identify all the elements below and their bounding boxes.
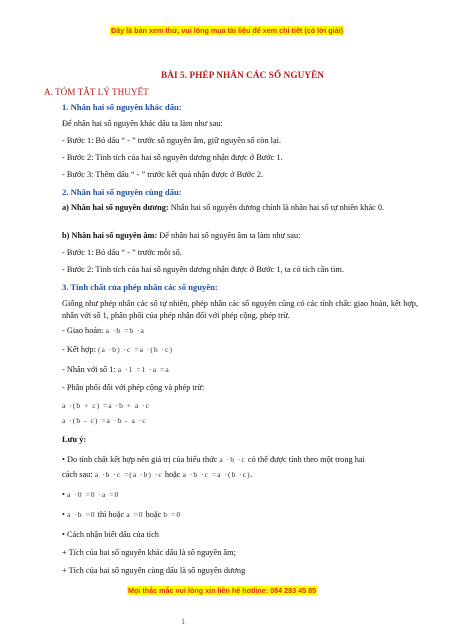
- section-a-heading: A. TÓM TẮT LÝ THUYẾT: [44, 87, 149, 97]
- note-zero-factor: [62, 510, 181, 519]
- paragraph-positive-integers: [62, 202, 418, 214]
- note-sign-rule-different: + Tích của hai số nguyên khác dấu là số nguyên âm;: [62, 548, 236, 557]
- zero-product-formula: a ·0 =0 ·a =0: [66, 490, 120, 499]
- zero-factor-b-formula: b =0: [163, 510, 182, 519]
- zero-factor-then-text: thì hoặc: [97, 510, 125, 519]
- hotline-banner: Mọi thắc mắc vui lòng xin liên hệ hotline: 084 283 45 85: [128, 586, 317, 595]
- negative-integers-text: Để nhân hai số nguyên âm ta làm như sau:: [157, 231, 301, 240]
- note-title: Lưu ý:: [62, 435, 87, 444]
- note-associativity-text-c: cách sau:: [62, 470, 93, 479]
- note-associativity-line-1: [62, 455, 365, 464]
- note-period: .: [250, 470, 253, 479]
- property-associative: [62, 345, 173, 354]
- negative-integers-label: b) Nhân hai số nguyên âm:: [62, 231, 158, 240]
- distributive-formula-subtraction: a ·(b - c) =a ·b - a ·c: [62, 416, 147, 425]
- page-number: 1: [181, 616, 186, 626]
- step-1-different-signs: - Bước 1: Bỏ dấu “ - ” trước số nguyên âm, giữ nguyên số còn lại.: [62, 136, 282, 145]
- property-distributive-label: - Phân phối đối với phép cộng và phép trừ:: [62, 383, 205, 392]
- paragraph-negative-integers: [62, 231, 300, 240]
- step-2-different-signs: - Bước 2: Tính tích của hai số nguyên dương nhận được ở Bước 1.: [62, 153, 283, 162]
- zero-factor-a-formula: a =0: [126, 510, 144, 519]
- associative-label: - Kết hợp:: [62, 345, 96, 354]
- heading-multiply-different-signs: 1. Nhân hai số nguyên khác dấu:: [62, 102, 182, 112]
- step-3-different-signs: - Bước 3: Thêm dấu “ - ” trước kết quả nhận được ở Bước 2.: [62, 170, 264, 179]
- note-formula-right-group: a ·b ·c =a ·(b ·c): [182, 470, 251, 479]
- lesson-title: BÀI 5. PHÉP NHÂN CÁC SỐ NGUYÊN: [161, 70, 325, 80]
- note-formula-left-group: a ·b ·c =(a ·b) ·c: [94, 470, 163, 479]
- note-sign-rule-heading: • Cách nhận biết dấu của tích: [62, 530, 159, 539]
- property-commutative: [62, 326, 145, 335]
- note-associativity-line-2: [62, 470, 253, 479]
- paragraph-properties: Giống như phép nhân các số tự nhiên, phép nhân các số nguyên cũng có các tính chất: giao hoán, kết hợp, nhân với số 1, phân phối của phép nhân đối với phép cộng, phép trừ.: [62, 299, 418, 321]
- paragraph-intro-1: Để nhân hai số nguyên khác dấu ta làm như sau:: [62, 119, 223, 128]
- bullet-icon: •: [62, 490, 65, 499]
- heading-multiplication-properties: 3. Tính chất của phép nhân các số nguyên:: [62, 282, 218, 292]
- note-associativity-text-a: • Do tính chất kết hợp nên giá trị của biểu thức: [62, 455, 218, 464]
- bullet-icon: •: [62, 510, 65, 519]
- identity-label: - Nhân với số 1:: [62, 365, 116, 374]
- positive-integers-label: a) Nhân hai số nguyên dương:: [62, 203, 169, 212]
- positive-integers-text: Nhân hai số nguyên dương chính là nhân hai số tự nhiên khác 0.: [168, 203, 385, 212]
- note-associativity-text-b: có thể được tính theo một trong hai: [247, 455, 365, 464]
- note-expression-abc: a ·b ·c: [219, 455, 246, 464]
- associative-formula: (a ·b) ·c =a ·(b ·c): [97, 345, 174, 354]
- step-2-same-signs: - Bước 2: Tính tích của hai số nguyên dương nhận được ở Bước 1, ta có tích cần tìm.: [62, 265, 344, 274]
- identity-formula: a ·1 =1 ·a =a: [117, 365, 170, 374]
- note-or-word: hoặc: [164, 470, 181, 479]
- preview-notice-banner: Đây là bản xem thử, vui lòng mua tài liệu để xem chi tiết (có lời giải): [111, 26, 343, 35]
- property-identity: [62, 365, 170, 374]
- zero-factor-formula: a ·b =0: [66, 510, 96, 519]
- note-zero-product: [62, 490, 119, 499]
- zero-factor-or-text: hoặc: [145, 510, 162, 519]
- note-sign-rule-same: + Tích của hai số nguyên cùng dấu là số nguyên dương: [62, 566, 246, 575]
- commutative-label: - Giao hoán:: [62, 326, 104, 335]
- distributive-formula-addition: a ·(b + c) =a ·b + a ·c: [62, 401, 151, 410]
- step-1-same-signs: - Bước 1: Bỏ dấu “ - ” trước mỗi số.: [62, 248, 182, 257]
- commutative-formula: a ·b =b ·a: [105, 326, 145, 335]
- heading-multiply-same-signs: 2. Nhân hai số nguyên cùng dấu:: [62, 187, 182, 197]
